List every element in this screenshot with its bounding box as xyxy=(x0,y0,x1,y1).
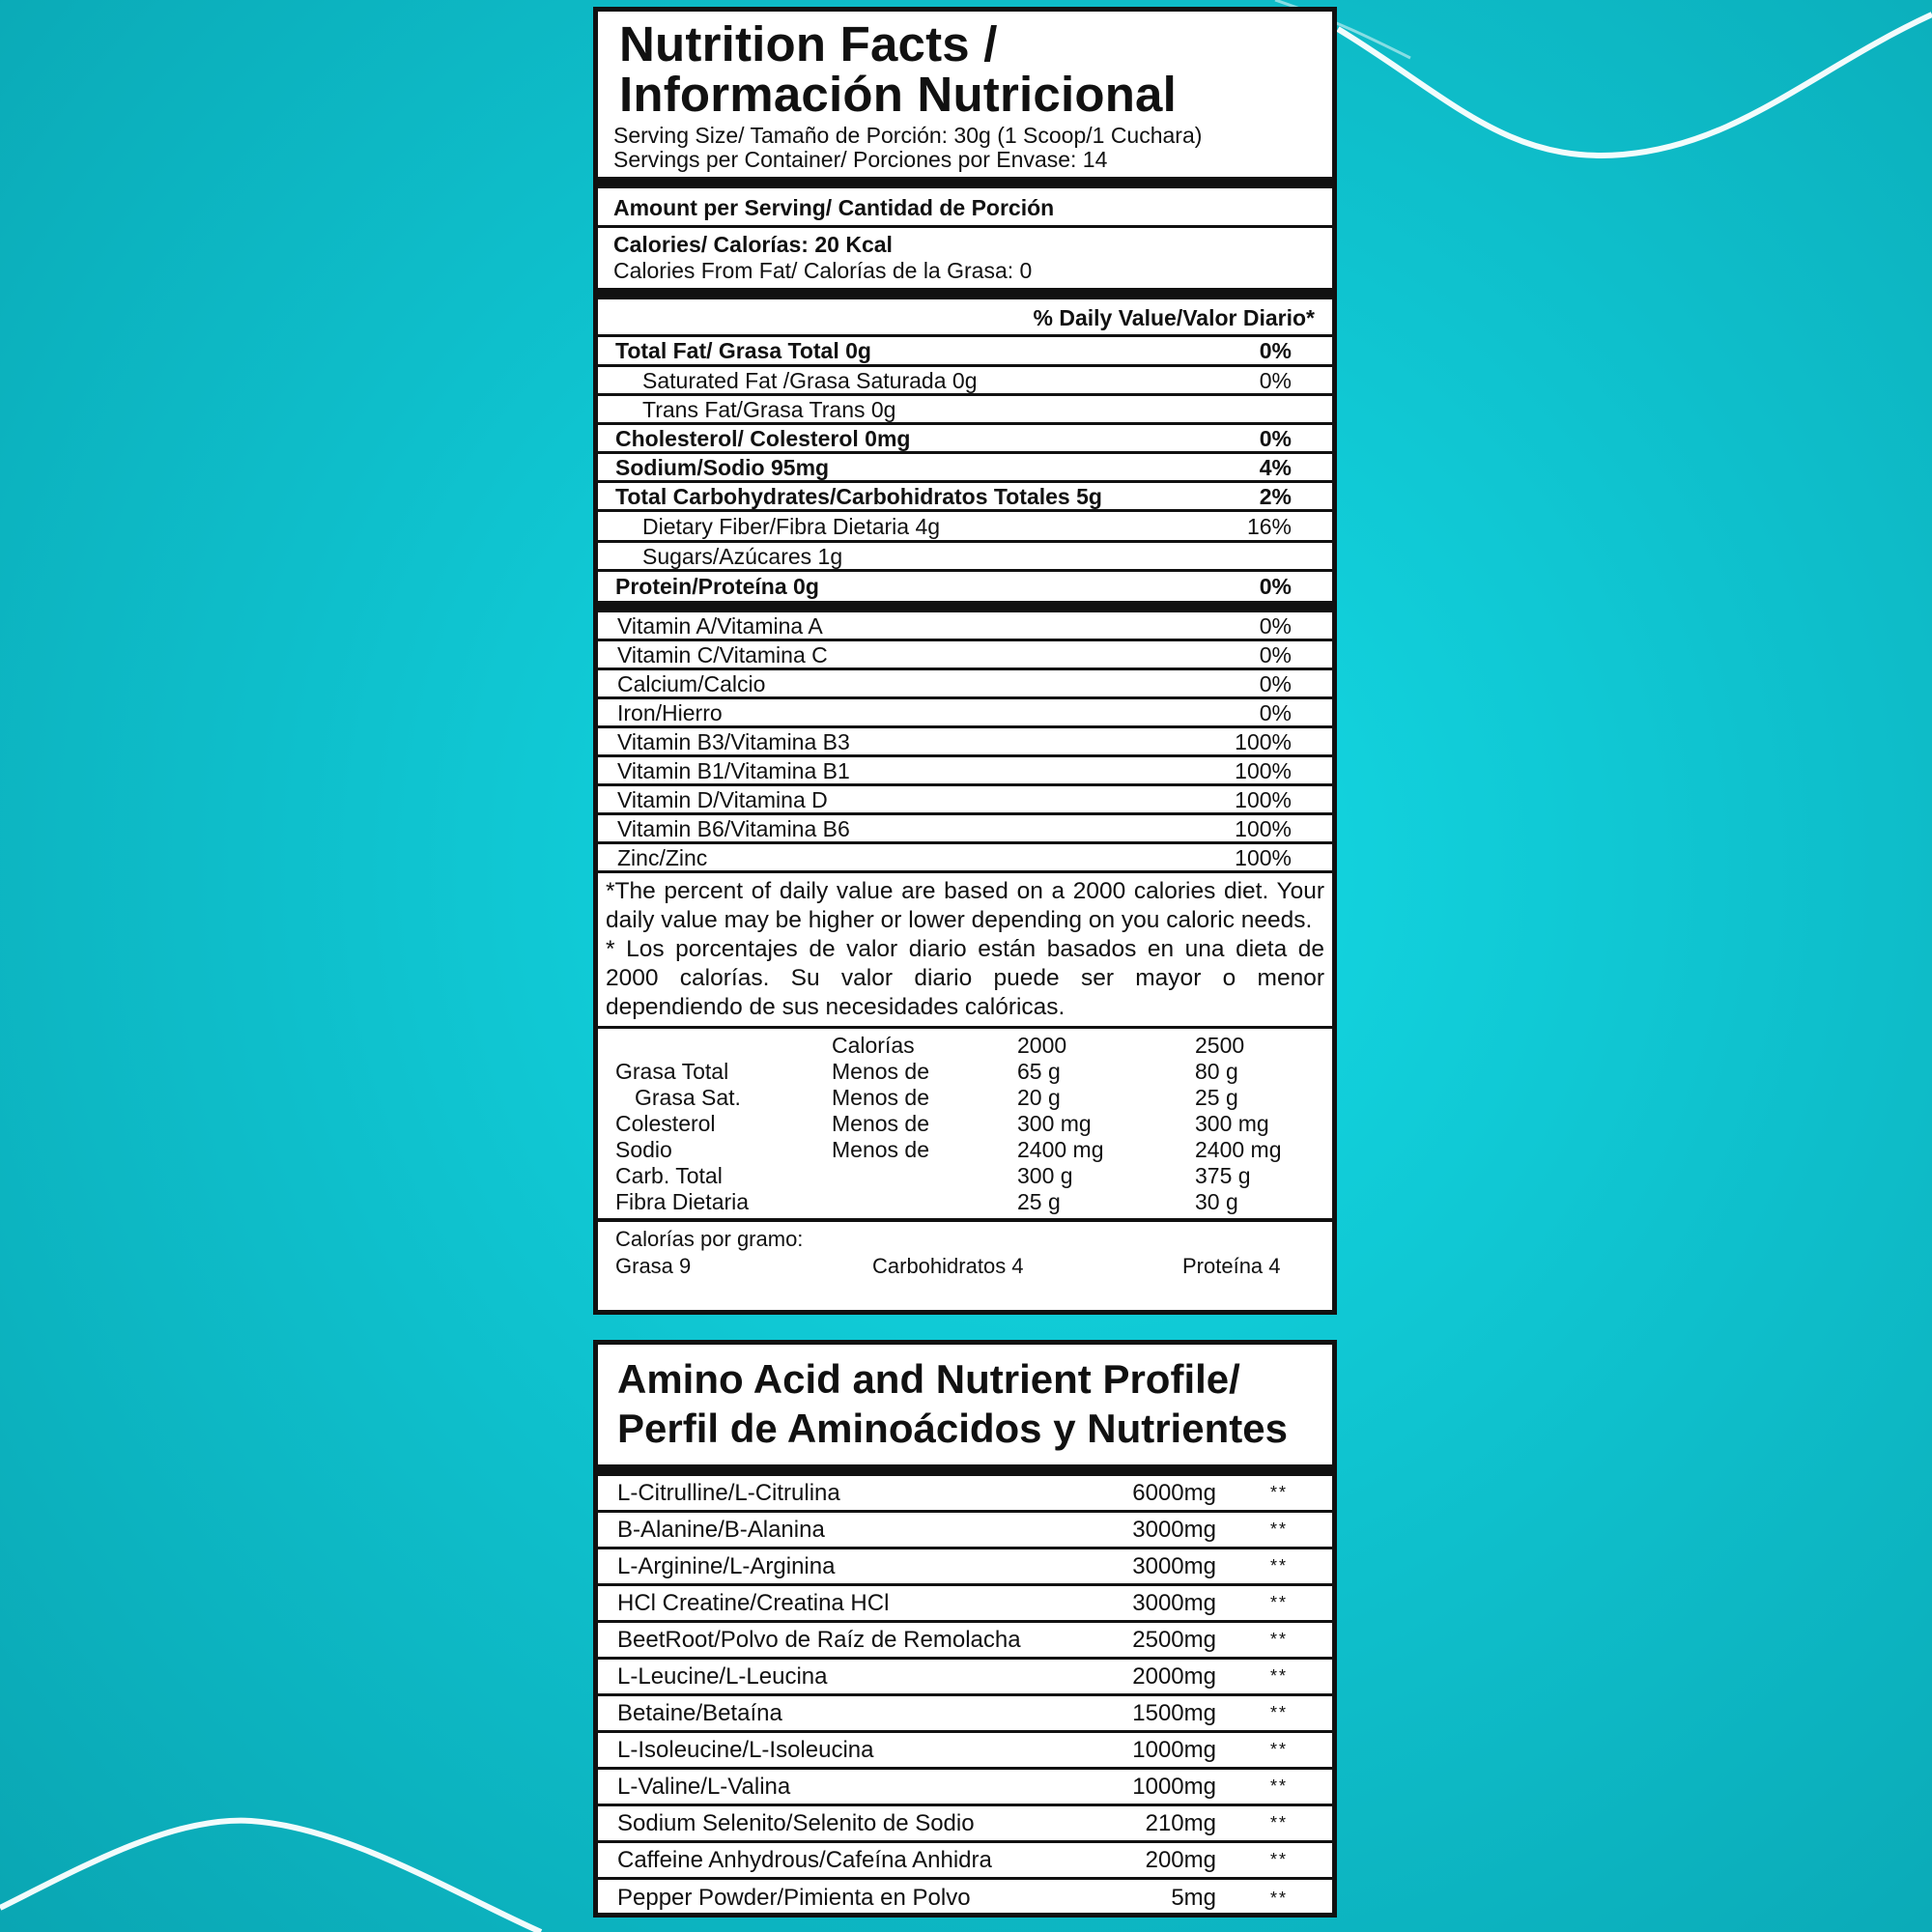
vitamin-row xyxy=(598,757,1332,786)
amino-dv: ** xyxy=(1269,1593,1288,1612)
nutrient-percent: 0% xyxy=(1259,338,1292,363)
amino-amount: 3000mg xyxy=(1132,1552,1216,1579)
nutrient-row-trans-fat xyxy=(598,396,1332,425)
wave-top-right xyxy=(1338,14,1932,156)
dv-cell: Calorías xyxy=(832,1033,915,1058)
daily-value-header: % Daily Value/Valor Diario* xyxy=(1033,305,1315,330)
calories-block xyxy=(598,228,1332,288)
amino-name: L-Citrulline/L-Citrulina xyxy=(617,1479,840,1506)
amino-amount: 6000mg xyxy=(1132,1479,1216,1506)
dv-table-header xyxy=(615,1029,1282,1059)
dv-cell: 300 g xyxy=(1017,1163,1073,1188)
nutrient-name: Cholesterol/ Colesterol 0mg xyxy=(615,425,911,451)
dv-cell: Grasa Sat. xyxy=(635,1085,741,1110)
amino-row xyxy=(598,1880,1332,1917)
amino-name: HCl Creatine/Creatina HCl xyxy=(617,1589,890,1616)
nutrient-name: Total Fat/ Grasa Total 0g xyxy=(615,338,871,363)
dv-cell: Menos de xyxy=(832,1111,930,1136)
footnote-spanish: * Los porcentajes de valor diario están basados en una dieta de 2000 calorías. Su valor diario puede ser mayor o menor dependiendo de sus necesidades calóricas. xyxy=(606,936,1324,1020)
dv-cell xyxy=(615,1029,832,1059)
amino-acid-profile-panel xyxy=(593,1340,1337,1918)
thick-divider xyxy=(598,1464,1332,1476)
nutrient-percent: 0% xyxy=(1259,574,1292,599)
vitamin-percent: 0% xyxy=(1259,670,1292,696)
vitamin-row xyxy=(598,815,1332,844)
vitamin-row xyxy=(598,612,1332,641)
daily-value-footnote xyxy=(598,873,1332,1026)
dv-cell: 2400 mg xyxy=(1195,1137,1282,1162)
title-line-1: Nutrition Facts / xyxy=(619,16,998,71)
dv-cell: 65 g xyxy=(1017,1059,1061,1084)
amino-name: L-Valine/L-Valina xyxy=(617,1773,791,1800)
dv-cell: 30 g xyxy=(1195,1189,1238,1214)
dv-cell: 375 g xyxy=(1195,1163,1251,1188)
amino-amount: 2500mg xyxy=(1132,1626,1216,1653)
vitamin-row xyxy=(598,786,1332,815)
footnote-english: *The percent of daily value are based on a 2000 calories diet. Your daily value may be higher or lower depending on you caloric needs. xyxy=(606,878,1324,933)
dv-table-row xyxy=(615,1111,1282,1137)
amino-name: L-Arginine/L-Arginina xyxy=(617,1552,836,1579)
amino-name: Pepper Powder/Pimienta en Polvo xyxy=(617,1885,971,1911)
dv-cell: Menos de xyxy=(832,1085,930,1110)
amino-list xyxy=(598,1476,1332,1917)
vitamin-name: Iron/Hierro xyxy=(617,699,723,725)
dv-cell: 2500 xyxy=(1195,1033,1245,1058)
serving-size: Serving Size/ Tamaño de Porción: 30g (1 Scoop/1 Cuchara) xyxy=(613,123,1203,148)
amino-name: L-Isoleucine/L-Isoleucina xyxy=(617,1736,874,1763)
amino-name: Sodium Selenito/Selenito de Sodio xyxy=(617,1809,975,1836)
vitamin-percent: 100% xyxy=(1235,786,1292,812)
dv-table-row xyxy=(615,1137,1282,1163)
amino-name: Caffeine Anhydrous/Cafeína Anhidra xyxy=(617,1846,992,1873)
title-line-2: Información Nutricional xyxy=(619,67,1177,122)
amino-title xyxy=(598,1345,1332,1464)
vitamin-row xyxy=(598,844,1332,873)
calories-per-gram-carb: Carbohidratos 4 xyxy=(872,1254,1024,1278)
amino-dv: ** xyxy=(1269,1776,1288,1796)
amino-amount: 210mg xyxy=(1145,1809,1216,1836)
vitamin-row xyxy=(598,728,1332,757)
nutrient-row-cholesterol xyxy=(598,425,1332,454)
vitamin-row xyxy=(598,699,1332,728)
dv-table-row xyxy=(615,1059,1282,1085)
amino-amount: 1500mg xyxy=(1132,1699,1216,1726)
amino-amount: 2000mg xyxy=(1132,1662,1216,1690)
amino-amount: 3000mg xyxy=(1132,1589,1216,1616)
nutrition-facts-panel xyxy=(593,7,1337,1315)
nutrient-name: Total Carbohydrates/Carbohidratos Totales 5g xyxy=(615,483,1102,509)
dv-cell xyxy=(832,1189,1017,1215)
dv-cell xyxy=(832,1163,1017,1189)
vitamin-percent: 100% xyxy=(1235,728,1292,754)
vitamin-name: Vitamin B1/Vitamina B1 xyxy=(617,757,850,783)
dv-cell: 25 g xyxy=(1195,1085,1238,1110)
dv-cell: Menos de xyxy=(832,1137,930,1162)
dv-cell: 80 g xyxy=(1195,1059,1238,1084)
amino-row xyxy=(598,1843,1332,1880)
daily-value-reference-table xyxy=(615,1029,1282,1215)
dv-table-row xyxy=(615,1163,1282,1189)
nutrition-title xyxy=(598,12,1332,120)
amino-title-line-2: Perfil de Aminoácidos y Nutrientes xyxy=(617,1406,1288,1451)
nutrient-percent: 0% xyxy=(1259,367,1292,393)
calories-per-gram-label: Calorías por gramo: xyxy=(615,1227,804,1251)
dv-cell: Carb. Total xyxy=(615,1163,723,1188)
nutrient-row-sugars xyxy=(598,543,1332,572)
nutrient-row-total-fat xyxy=(598,337,1332,367)
dv-cell: Fibra Dietaria xyxy=(615,1189,750,1214)
dv-cell: 20 g xyxy=(1017,1085,1061,1110)
vitamin-percent: 100% xyxy=(1235,844,1292,870)
dv-cell: Menos de xyxy=(832,1059,930,1084)
wave-bottom-left xyxy=(0,1821,541,1932)
amino-amount: 5mg xyxy=(1171,1885,1216,1911)
dv-cell: 2000 xyxy=(1017,1033,1067,1058)
thick-divider xyxy=(598,288,1332,299)
nutrient-percent: 0% xyxy=(1259,425,1292,451)
vitamin-row xyxy=(598,641,1332,670)
dv-cell: 300 mg xyxy=(1017,1111,1092,1136)
vitamin-name: Vitamin A/Vitamina A xyxy=(617,612,823,639)
dv-table-row xyxy=(615,1085,1282,1111)
amino-row xyxy=(598,1696,1332,1733)
nutrient-name: Protein/Proteína 0g xyxy=(615,574,819,599)
nutrient-name: Trans Fat/Grasa Trans 0g xyxy=(642,396,896,422)
amino-row xyxy=(598,1770,1332,1806)
amino-row xyxy=(598,1623,1332,1660)
amino-row xyxy=(598,1660,1332,1696)
dv-table-row xyxy=(615,1189,1282,1215)
nutrient-row-saturated-fat xyxy=(598,367,1332,396)
servings-per-container: Servings per Container/ Porciones por Envase: 14 xyxy=(613,147,1108,172)
amino-row xyxy=(598,1586,1332,1623)
vitamin-name: Vitamin C/Vitamina C xyxy=(617,641,828,668)
calories: Calories/ Calorías: 20 Kcal xyxy=(613,232,893,257)
dv-cell: Colesterol xyxy=(615,1111,716,1136)
amino-amount: 1000mg xyxy=(1132,1773,1216,1800)
nutrient-name: Sugars/Azúcares 1g xyxy=(642,543,843,569)
amino-dv: ** xyxy=(1269,1740,1288,1759)
calories-per-gram-fat: Grasa 9 xyxy=(615,1254,692,1278)
nutrient-name: Sodium/Sodio 95mg xyxy=(615,454,830,480)
nutrient-row-protein xyxy=(598,572,1332,601)
amino-row xyxy=(598,1806,1332,1843)
amino-name: BeetRoot/Polvo de Raíz de Remolacha xyxy=(617,1626,1021,1653)
amino-dv: ** xyxy=(1269,1850,1288,1869)
amino-dv: ** xyxy=(1269,1666,1288,1686)
amino-dv: ** xyxy=(1269,1556,1288,1576)
vitamin-percent: 0% xyxy=(1259,612,1292,639)
vitamin-percent: 0% xyxy=(1259,699,1292,725)
nutrient-percent: 2% xyxy=(1259,483,1292,509)
amino-dv: ** xyxy=(1269,1520,1288,1539)
amino-amount: 1000mg xyxy=(1132,1736,1216,1763)
amino-title-line-1: Amino Acid and Nutrient Profile/ xyxy=(617,1356,1240,1402)
vitamin-percent: 100% xyxy=(1235,757,1292,783)
amino-dv: ** xyxy=(1269,1630,1288,1649)
vitamin-name: Calcium/Calcio xyxy=(617,670,766,696)
amino-dv: ** xyxy=(1269,1888,1288,1908)
calories-per-gram xyxy=(598,1222,1332,1280)
vitamin-name: Vitamin D/Vitamina D xyxy=(617,786,828,812)
vitamin-name: Vitamin B6/Vitamina B6 xyxy=(617,815,850,841)
amino-row xyxy=(598,1549,1332,1586)
amino-row xyxy=(598,1513,1332,1549)
nutrient-percent: 4% xyxy=(1259,454,1292,480)
thick-divider xyxy=(598,177,1332,188)
vitamin-percent: 100% xyxy=(1235,815,1292,841)
dv-cell: Sodio xyxy=(615,1137,672,1162)
calories-from-fat: Calories From Fat/ Calorías de la Grasa: 0 xyxy=(613,258,1033,283)
dv-cell: Grasa Total xyxy=(615,1059,729,1084)
dv-cell: 25 g xyxy=(1017,1189,1061,1214)
nutrient-name: Dietary Fiber/Fibra Dietaria 4g xyxy=(642,513,941,539)
amino-name: Betaine/Betaína xyxy=(617,1699,782,1726)
dv-cell: 300 mg xyxy=(1195,1111,1269,1136)
amount-per-serving: Amount per Serving/ Cantidad de Porción xyxy=(613,195,1055,220)
nutrient-row-sodium xyxy=(598,454,1332,483)
amino-row xyxy=(598,1476,1332,1513)
nutrient-name: Saturated Fat /Grasa Saturada 0g xyxy=(642,367,978,393)
amino-amount: 3000mg xyxy=(1132,1516,1216,1543)
amino-dv: ** xyxy=(1269,1483,1288,1502)
amino-row xyxy=(598,1733,1332,1770)
nutrient-row-total-carbohydrates xyxy=(598,483,1332,512)
amino-amount: 200mg xyxy=(1145,1846,1216,1873)
vitamin-row xyxy=(598,670,1332,699)
dv-cell: 2400 mg xyxy=(1017,1137,1104,1162)
amino-dv: ** xyxy=(1269,1813,1288,1833)
vitamin-percent: 0% xyxy=(1259,641,1292,668)
vitamin-name: Vitamin B3/Vitamina B3 xyxy=(617,728,850,754)
thick-divider xyxy=(598,601,1332,612)
nutrient-percent: 16% xyxy=(1246,513,1292,539)
amino-dv: ** xyxy=(1269,1703,1288,1722)
nutrient-row-dietary-fiber xyxy=(598,512,1332,543)
amino-name: B-Alanine/B-Alanina xyxy=(617,1516,825,1543)
nutrient-list xyxy=(598,337,1332,601)
vitamin-list xyxy=(598,612,1332,873)
vitamin-name: Zinc/Zinc xyxy=(617,844,708,870)
amino-name: L-Leucine/L-Leucina xyxy=(617,1662,828,1690)
calories-per-gram-protein: Proteína 4 xyxy=(1182,1254,1281,1278)
